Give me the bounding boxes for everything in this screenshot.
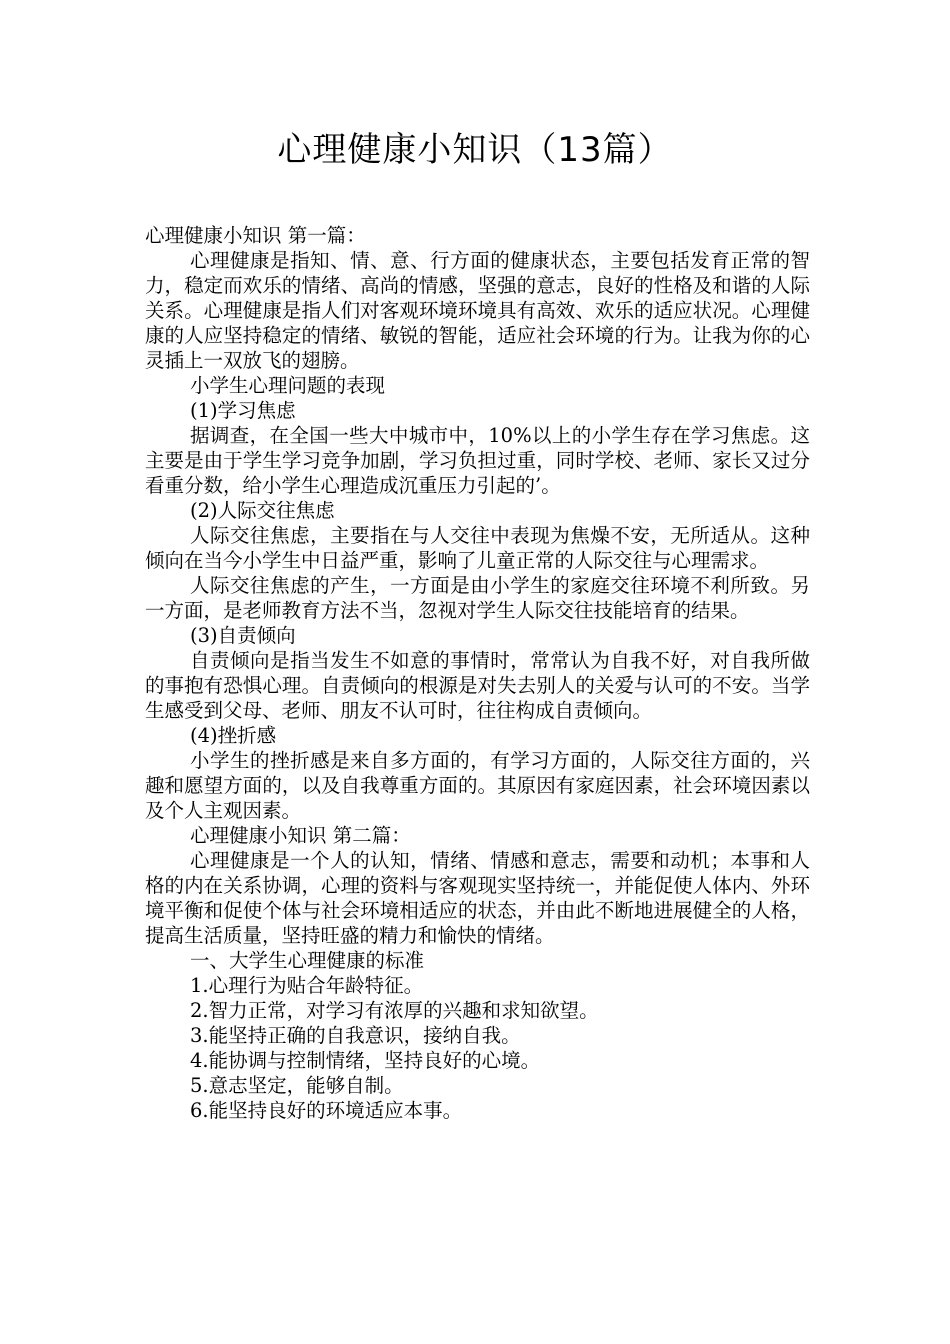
list-heading: (4)挫折感 [190,724,277,747]
paragraph: 小学生的挫折感是来自多方面的，有学习方面的，人际交往方面的，兴趣和愿望方面的，以及自我尊重方面的。其原因有家庭因素，社会环境因素以及个人主观因素。 [145,749,810,822]
list-item: 6.能坚持良好的环境适应本事。 [190,1099,463,1122]
list-item: 5.意志坚定，能够自制。 [190,1074,404,1097]
paragraph: 心理健康是一个人的认知，情绪、情感和意志，需要和动机；本事和人格的内在关系协调，心理的资料与客观现实坚持统一，并能促使人体内、外环境平衡和促使个体与社会环境相适应的状态，并由此不断地进展健全的人格，提高生活质量，坚持旺盛的精力和愉快的情绪。 [145,849,810,947]
list-item: 1.心理行为贴合年龄特征。 [190,974,424,997]
list-heading: (3)自责倾向 [190,624,296,647]
paragraph: 自责倾向是指当发生不如意的事情时，常常认为自我不好，对自我所做的事抱有恐惧心理。自责倾向的根源是对失去别人的关爱与认可的不安。当学生感受到父母、老师、朋友不认可时，往往构成自责倾向。 [145,649,810,722]
list-item: 3.能坚持正确的自我意识，接纳自我。 [190,1024,521,1047]
paragraph: 据调查，在全国一些大中城市中，10%以上的小学生存在学习焦虑。这主要是由于学生学习竞争加剧，学习负担过重，同时学校、老师、家长又过分看重分数，给小学生心理造成沉重压力引起的’。 [145,424,810,497]
paragraph: 人际交往焦虑的产生，一方面是由小学生的家庭交往环境不利所致。另一方面，是老师教育方法不当，忽视对学生人际交往技能培育的结果。 [145,574,810,622]
document-body [145,223,810,1123]
section-heading: 一、大学生心理健康的标准 [190,949,425,972]
list-item: 2.智力正常，对学习有浓厚的兴趣和求知欲望。 [190,999,599,1022]
list-heading: (2)人际交往焦虑 [190,499,335,522]
paragraph: 人际交往焦虑，主要指在与人交往中表现为焦燥不安，无所适从。这种倾向在当今小学生中日益严重，影响了儿童正常的人际交往与心理需求。 [145,524,810,572]
section-heading: 小学生心理问题的表现 [190,374,386,397]
document-title: 心理健康小知识（13篇） [277,130,673,170]
section-heading: 心理健康小知识 第二篇： [190,824,411,847]
list-heading: (1)学习焦虑 [190,399,296,422]
paragraph: 心理健康是指知、情、意、行方面的健康状态，主要包括发育正常的智力，稳定而欢乐的情绪、高尚的情感，坚强的意志，良好的性格及和谐的人际关系。心理健康是指人们对客观环境环境具有高效、欢乐的适应状况。心理健康的人应坚持稳定的情绪、敏锐的智能，适应社会环境的行为。让我为你的心灵插上一双放飞的翅膀。 [145,249,810,372]
paragraph: 心理健康小知识 第一篇： [145,224,366,247]
list-item: 4.能协调与控制情绪，坚持良好的心境。 [190,1049,541,1072]
